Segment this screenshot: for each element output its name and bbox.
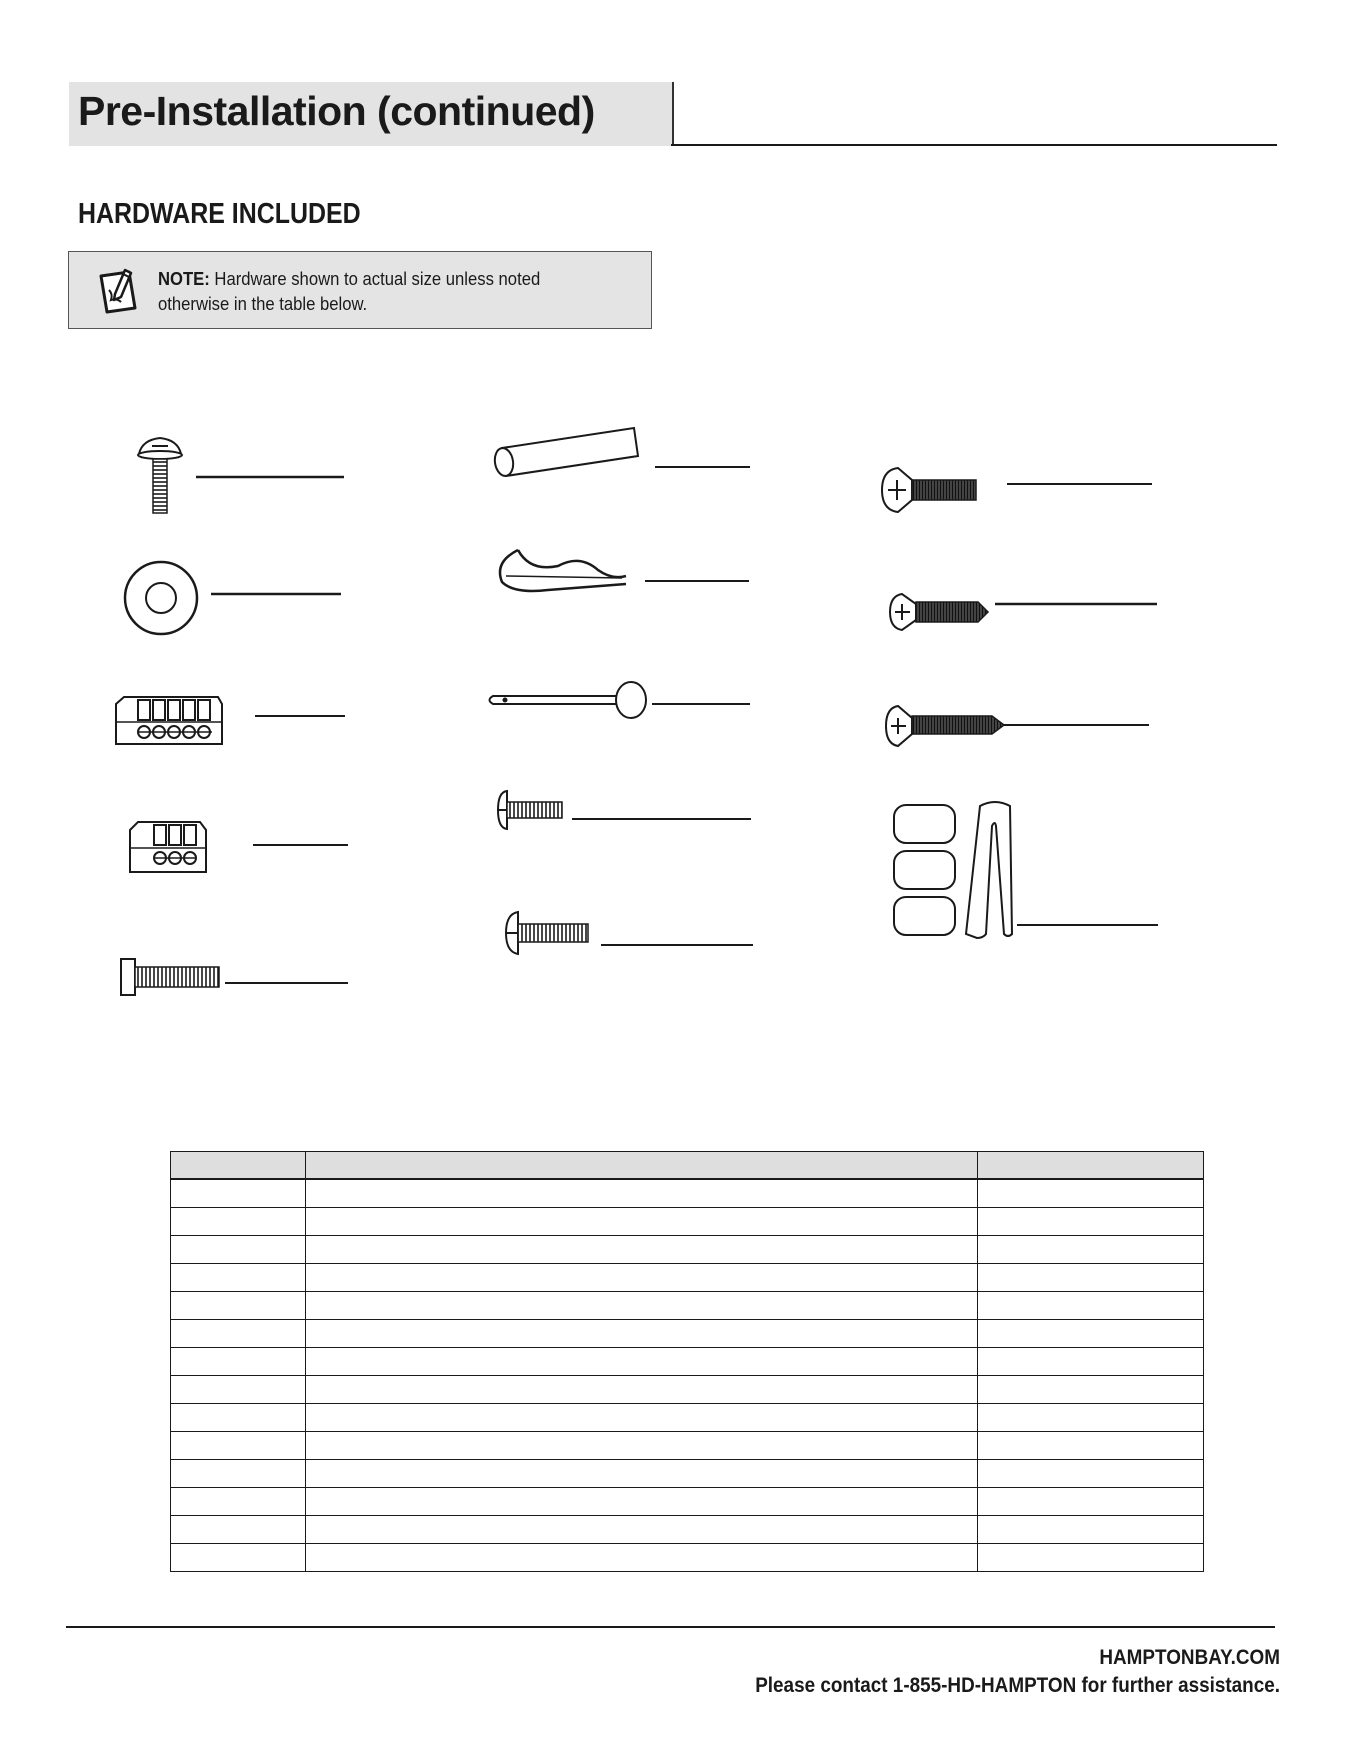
table-cell <box>978 1236 1204 1264</box>
table-cell <box>171 1432 306 1460</box>
table-cell <box>171 1292 306 1320</box>
table-header-row <box>171 1152 1204 1180</box>
table-cell <box>978 1264 1204 1292</box>
short-pan-head-screw-icon <box>498 791 751 829</box>
table-row <box>171 1376 1204 1404</box>
clevis-pin-icon <box>490 682 751 718</box>
three-port-wire-connector-icon <box>130 822 348 872</box>
table-row <box>171 1179 1204 1208</box>
table-cell <box>978 1432 1204 1460</box>
five-port-wire-connector-icon <box>116 697 345 744</box>
table-cell <box>306 1460 978 1488</box>
note-text: NOTE: Hardware shown to actual size unless noted otherwise in the table below. <box>158 268 541 314</box>
table-cell <box>978 1516 1204 1544</box>
table-cell <box>978 1488 1204 1516</box>
table-row <box>171 1404 1204 1432</box>
balancing-weights-and-clip-icon <box>894 802 1158 938</box>
table-cell <box>171 1376 306 1404</box>
footer-website: HAMPTONBAY.COM <box>1099 1646 1280 1669</box>
washer-head-screw-icon <box>138 438 344 513</box>
table-row <box>171 1264 1204 1292</box>
table-cell <box>306 1348 978 1376</box>
flat-washer-icon <box>125 562 341 634</box>
table-cell <box>171 1348 306 1376</box>
table-row <box>171 1460 1204 1488</box>
table-row <box>171 1516 1204 1544</box>
table-row <box>171 1236 1204 1264</box>
table-cell <box>978 1460 1204 1488</box>
phillips-flat-head-machine-screw-icon <box>882 468 1152 512</box>
table-cell <box>306 1404 978 1432</box>
hairpin-clip-icon <box>500 550 749 591</box>
table-cell <box>306 1488 978 1516</box>
hardware-table <box>170 1151 1204 1572</box>
hex-bolt-icon <box>121 959 348 995</box>
table-row <box>171 1208 1204 1236</box>
table-cell <box>306 1544 978 1572</box>
table-cell <box>306 1208 978 1236</box>
table-cell <box>306 1264 978 1292</box>
table-cell <box>978 1348 1204 1376</box>
phillips-wood-screw-icon <box>890 594 1157 630</box>
table-cell <box>171 1544 306 1572</box>
column-header <box>171 1152 306 1180</box>
table-cell <box>978 1376 1204 1404</box>
section-title: HARDWARE INCLUDED <box>78 198 361 230</box>
table-cell <box>171 1488 306 1516</box>
table-cell <box>171 1179 306 1208</box>
table-cell <box>978 1208 1204 1236</box>
table-cell <box>306 1432 978 1460</box>
table-cell <box>171 1320 306 1348</box>
table-cell <box>978 1320 1204 1348</box>
table-cell <box>306 1516 978 1544</box>
column-header <box>306 1152 978 1180</box>
rod-pin-icon <box>493 428 750 477</box>
table-cell <box>978 1292 1204 1320</box>
footer-rule <box>66 1626 1275 1628</box>
table-row <box>171 1292 1204 1320</box>
table-row <box>171 1488 1204 1516</box>
table-cell <box>306 1292 978 1320</box>
table-row <box>171 1348 1204 1376</box>
table-cell <box>306 1179 978 1208</box>
table-cell <box>978 1404 1204 1432</box>
table-cell <box>306 1320 978 1348</box>
table-cell <box>171 1460 306 1488</box>
table-cell <box>171 1236 306 1264</box>
table-row <box>171 1320 1204 1348</box>
table-cell <box>978 1544 1204 1572</box>
table-cell <box>306 1236 978 1264</box>
long-phillips-wood-screw-icon <box>886 706 1149 746</box>
page-title: Pre-Installation (continued) <box>78 88 595 134</box>
pan-head-screw-icon <box>506 912 753 954</box>
table-cell <box>306 1376 978 1404</box>
table-cell <box>171 1404 306 1432</box>
column-header <box>978 1152 1204 1180</box>
table-row <box>171 1544 1204 1572</box>
table-cell <box>171 1516 306 1544</box>
table-cell <box>171 1264 306 1292</box>
table-row <box>171 1432 1204 1460</box>
footer-contact: Please contact 1-855-HD-HAMPTON for further assistance. <box>755 1674 1280 1697</box>
table-cell <box>171 1208 306 1236</box>
table-cell <box>978 1179 1204 1208</box>
